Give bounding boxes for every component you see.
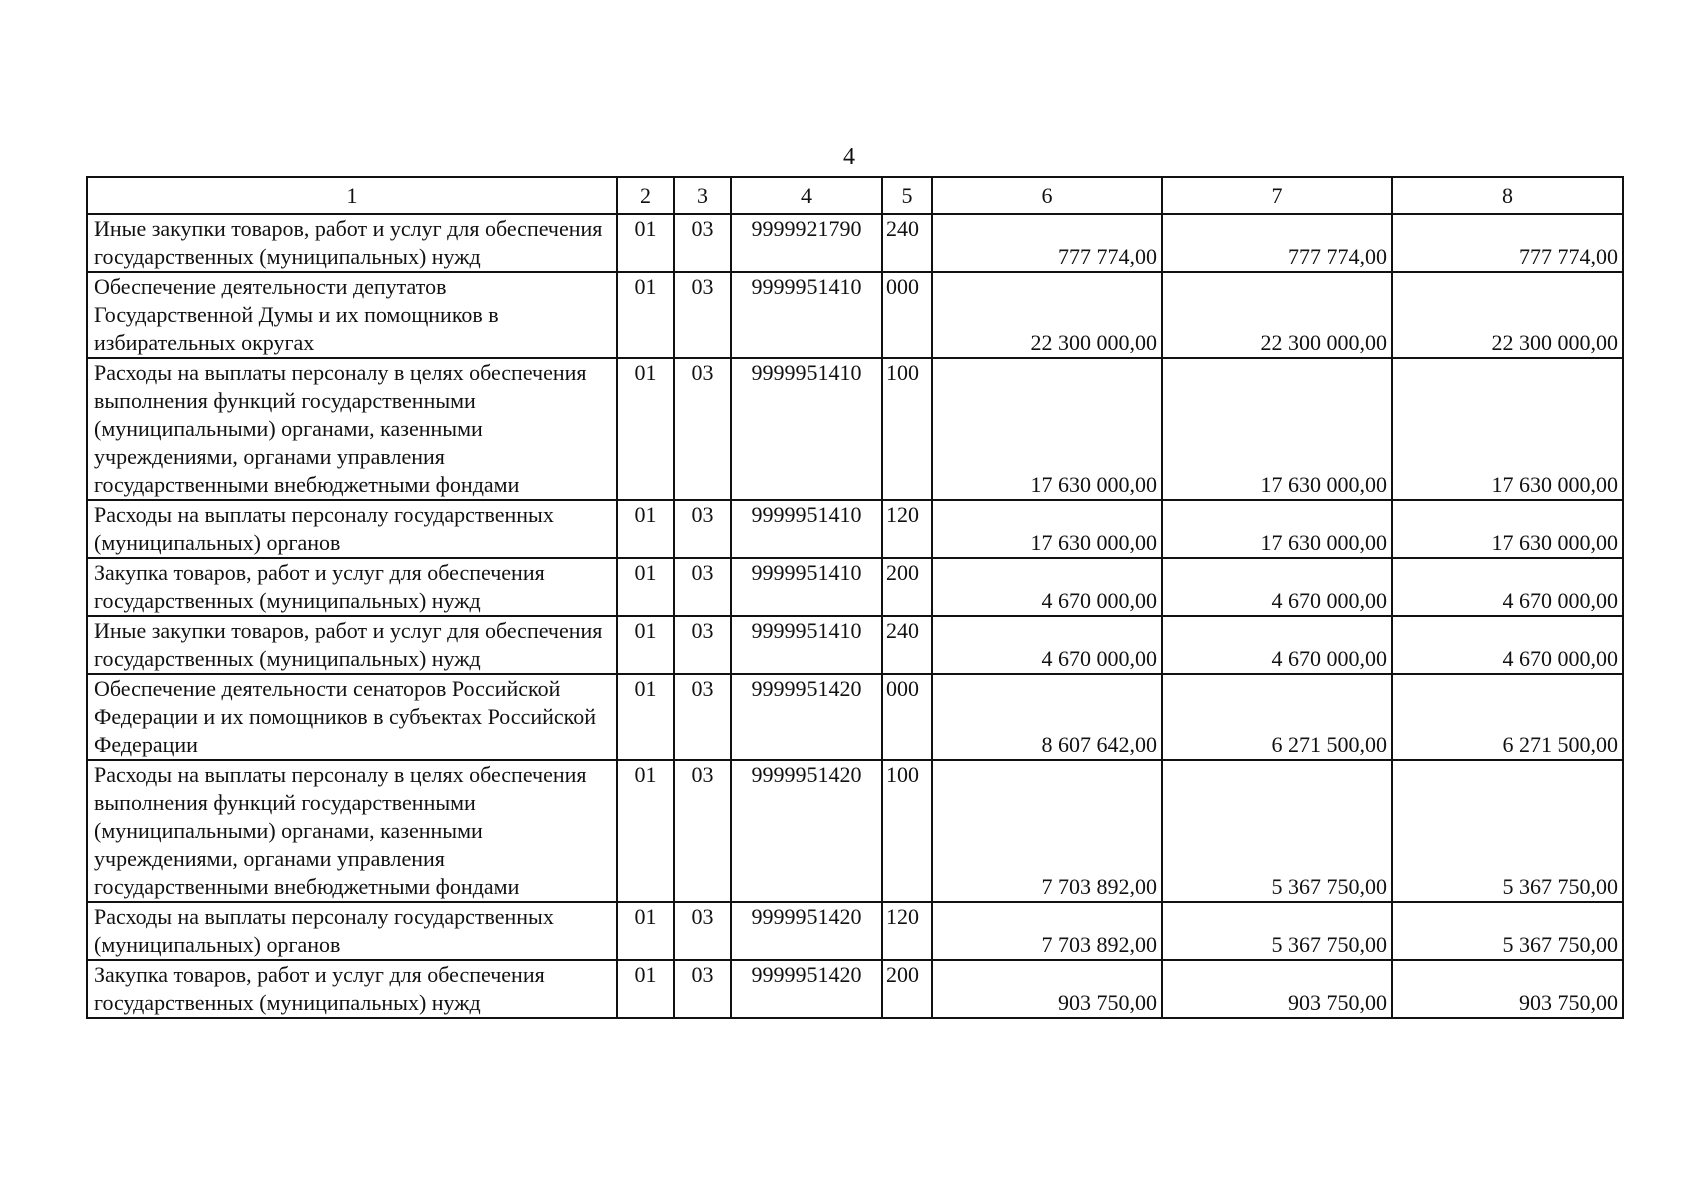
amount-col-6: 17 630 000,00 xyxy=(932,358,1162,500)
expense-name: Закупка товаров, работ и услуг для обеспечения государственных (муниципальных) нужд xyxy=(87,960,617,1018)
table-row xyxy=(87,214,1623,272)
amount-col-8: 4 670 000,00 xyxy=(1392,616,1623,674)
amount-col-8: 22 300 000,00 xyxy=(1392,272,1623,358)
amount-col-6: 903 750,00 xyxy=(932,960,1162,1018)
section-code: 01 xyxy=(617,500,674,558)
header-cell-4: 4 xyxy=(731,177,882,214)
amount-col-6: 7 703 892,00 xyxy=(932,902,1162,960)
subsection-code: 03 xyxy=(674,674,731,760)
table-row xyxy=(87,674,1623,760)
page-number: 4 xyxy=(843,144,855,170)
header-cell-3: 3 xyxy=(674,177,731,214)
expense-name: Иные закупки товаров, работ и услуг для обеспечения государственных (муниципальных) нужд xyxy=(87,214,617,272)
amount-col-8: 17 630 000,00 xyxy=(1392,358,1623,500)
amount-col-8: 5 367 750,00 xyxy=(1392,760,1623,902)
target-article-code: 9999921790 xyxy=(731,214,882,272)
amount-col-8: 6 271 500,00 xyxy=(1392,674,1623,760)
header-cell-5: 5 xyxy=(882,177,932,214)
expense-type-code: 000 xyxy=(882,674,932,760)
subsection-code: 03 xyxy=(674,214,731,272)
header-cell-8: 8 xyxy=(1392,177,1623,214)
section-code: 01 xyxy=(617,616,674,674)
subsection-code: 03 xyxy=(674,358,731,500)
section-code: 01 xyxy=(617,760,674,902)
target-article-code: 9999951420 xyxy=(731,902,882,960)
table-row xyxy=(87,960,1623,1018)
table-row xyxy=(87,500,1623,558)
section-code: 01 xyxy=(617,674,674,760)
amount-col-7: 17 630 000,00 xyxy=(1162,500,1392,558)
amount-col-6: 4 670 000,00 xyxy=(932,616,1162,674)
amount-col-8: 4 670 000,00 xyxy=(1392,558,1623,616)
section-code: 01 xyxy=(617,902,674,960)
subsection-code: 03 xyxy=(674,616,731,674)
expense-type-code: 200 xyxy=(882,558,932,616)
target-article-code: 9999951410 xyxy=(731,616,882,674)
expense-type-code: 120 xyxy=(882,902,932,960)
expense-name: Расходы на выплаты персоналу в целях обеспечения выполнения функций государственными (муниципальными) органами, казенными учреждениями, органами управления государственными внебюджетными фондами xyxy=(87,760,617,902)
section-code: 01 xyxy=(617,960,674,1018)
section-code: 01 xyxy=(617,558,674,616)
amount-col-6: 4 670 000,00 xyxy=(932,558,1162,616)
section-code: 01 xyxy=(617,358,674,500)
header-cell-1: 1 xyxy=(87,177,617,214)
section-code: 01 xyxy=(617,214,674,272)
expense-type-code: 200 xyxy=(882,960,932,1018)
amount-col-7: 6 271 500,00 xyxy=(1162,674,1392,760)
expense-type-code: 120 xyxy=(882,500,932,558)
budget-table xyxy=(86,176,1624,1019)
amount-col-7: 777 774,00 xyxy=(1162,214,1392,272)
target-article-code: 9999951410 xyxy=(731,500,882,558)
subsection-code: 03 xyxy=(674,960,731,1018)
expense-type-code: 000 xyxy=(882,272,932,358)
subsection-code: 03 xyxy=(674,272,731,358)
target-article-code: 9999951410 xyxy=(731,272,882,358)
amount-col-6: 17 630 000,00 xyxy=(932,500,1162,558)
table-row xyxy=(87,616,1623,674)
amount-col-6: 8 607 642,00 xyxy=(932,674,1162,760)
expense-name: Расходы на выплаты персоналу в целях обеспечения выполнения функций государственными (муниципальными) органами, казенными учреждениями, органами управления государственными внебюджетными фондами xyxy=(87,358,617,500)
amount-col-6: 22 300 000,00 xyxy=(932,272,1162,358)
amount-col-7: 4 670 000,00 xyxy=(1162,558,1392,616)
amount-col-8: 17 630 000,00 xyxy=(1392,500,1623,558)
expense-type-code: 240 xyxy=(882,616,932,674)
amount-col-6: 7 703 892,00 xyxy=(932,760,1162,902)
table-row xyxy=(87,358,1623,500)
section-code: 01 xyxy=(617,272,674,358)
expense-name: Расходы на выплаты персоналу государственных (муниципальных) органов xyxy=(87,902,617,960)
amount-col-7: 903 750,00 xyxy=(1162,960,1392,1018)
amount-col-7: 5 367 750,00 xyxy=(1162,902,1392,960)
header-cell-2: 2 xyxy=(617,177,674,214)
expense-name: Обеспечение деятельности сенаторов Российской Федерации и их помощников в субъектах Российской Федерации xyxy=(87,674,617,760)
target-article-code: 9999951410 xyxy=(731,558,882,616)
header-cell-7: 7 xyxy=(1162,177,1392,214)
target-article-code: 9999951420 xyxy=(731,960,882,1018)
table-row xyxy=(87,902,1623,960)
amount-col-7: 17 630 000,00 xyxy=(1162,358,1392,500)
header-row xyxy=(87,177,1623,214)
amount-col-8: 5 367 750,00 xyxy=(1392,902,1623,960)
subsection-code: 03 xyxy=(674,500,731,558)
expense-name: Расходы на выплаты персоналу государственных (муниципальных) органов xyxy=(87,500,617,558)
expense-type-code: 240 xyxy=(882,214,932,272)
target-article-code: 9999951410 xyxy=(731,358,882,500)
expense-name: Закупка товаров, работ и услуг для обеспечения государственных (муниципальных) нужд xyxy=(87,558,617,616)
amount-col-7: 4 670 000,00 xyxy=(1162,616,1392,674)
expense-type-code: 100 xyxy=(882,358,932,500)
subsection-code: 03 xyxy=(674,902,731,960)
table-row xyxy=(87,760,1623,902)
amount-col-7: 5 367 750,00 xyxy=(1162,760,1392,902)
subsection-code: 03 xyxy=(674,558,731,616)
expense-type-code: 100 xyxy=(882,760,932,902)
table-row xyxy=(87,558,1623,616)
amount-col-8: 903 750,00 xyxy=(1392,960,1623,1018)
subsection-code: 03 xyxy=(674,760,731,902)
amount-col-8: 777 774,00 xyxy=(1392,214,1623,272)
amount-col-6: 777 774,00 xyxy=(932,214,1162,272)
header-cell-6: 6 xyxy=(932,177,1162,214)
target-article-code: 9999951420 xyxy=(731,760,882,902)
target-article-code: 9999951420 xyxy=(731,674,882,760)
amount-col-7: 22 300 000,00 xyxy=(1162,272,1392,358)
expense-name: Обеспечение деятельности депутатов Государственной Думы и их помощников в избирательных округах xyxy=(87,272,617,358)
expense-name: Иные закупки товаров, работ и услуг для обеспечения государственных (муниципальных) нужд xyxy=(87,616,617,674)
table-row xyxy=(87,272,1623,358)
